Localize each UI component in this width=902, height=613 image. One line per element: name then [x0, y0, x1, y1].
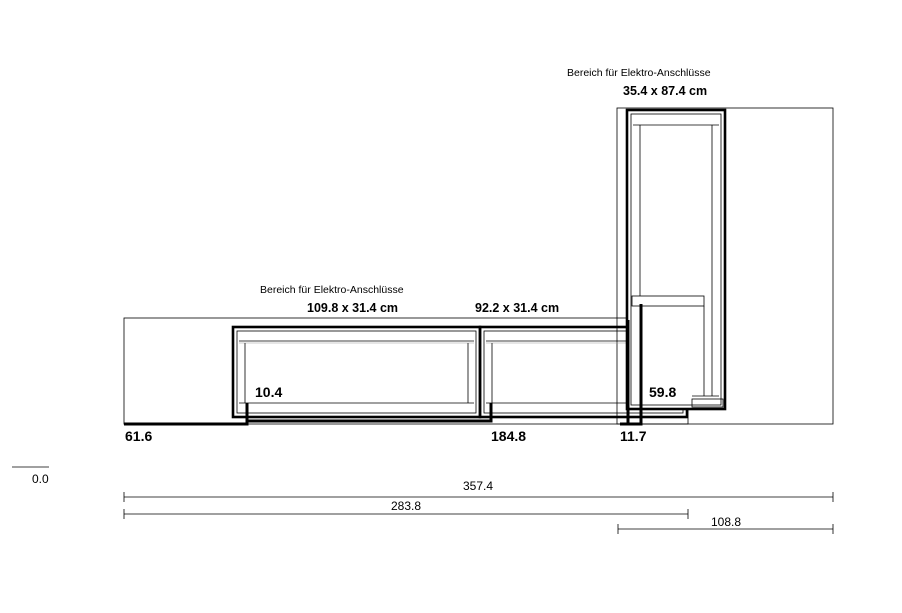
- dimension-total-label: 357.4: [462, 479, 494, 493]
- electro-area-left: [124, 318, 688, 424]
- dimension-108-8-label: 108.8: [710, 515, 742, 529]
- electro-area-dim-top: 35.4 x 87.4 cm: [623, 84, 708, 98]
- cable-lines: [124, 304, 641, 424]
- measure-11-7: 11.7: [620, 428, 647, 444]
- electro-area-label-left: Bereich für Elektro-Anschlüsse: [260, 284, 404, 296]
- measure-10-4: 10.4: [255, 384, 283, 400]
- measure-184-8: 184.8: [491, 428, 527, 444]
- electro-area-dim-left: 109.8 x 31.4 cm: [307, 301, 399, 315]
- electro-area-label-top: Bereich für Elektro-Anschlüsse: [567, 67, 711, 79]
- dimension-total: [124, 479, 833, 502]
- lowboard-module-left: [233, 327, 480, 417]
- dimension-108-8: [618, 515, 833, 534]
- measure-61-6: 61.6: [125, 428, 153, 444]
- electro-area-dim-mid: 92.2 x 31.4 cm: [475, 301, 560, 315]
- dimension-283-8-label: 283.8: [390, 499, 422, 513]
- measure-59-8: 59.8: [649, 384, 677, 400]
- origin-label: 0.0: [32, 472, 49, 486]
- dimension-283-8: [124, 499, 688, 519]
